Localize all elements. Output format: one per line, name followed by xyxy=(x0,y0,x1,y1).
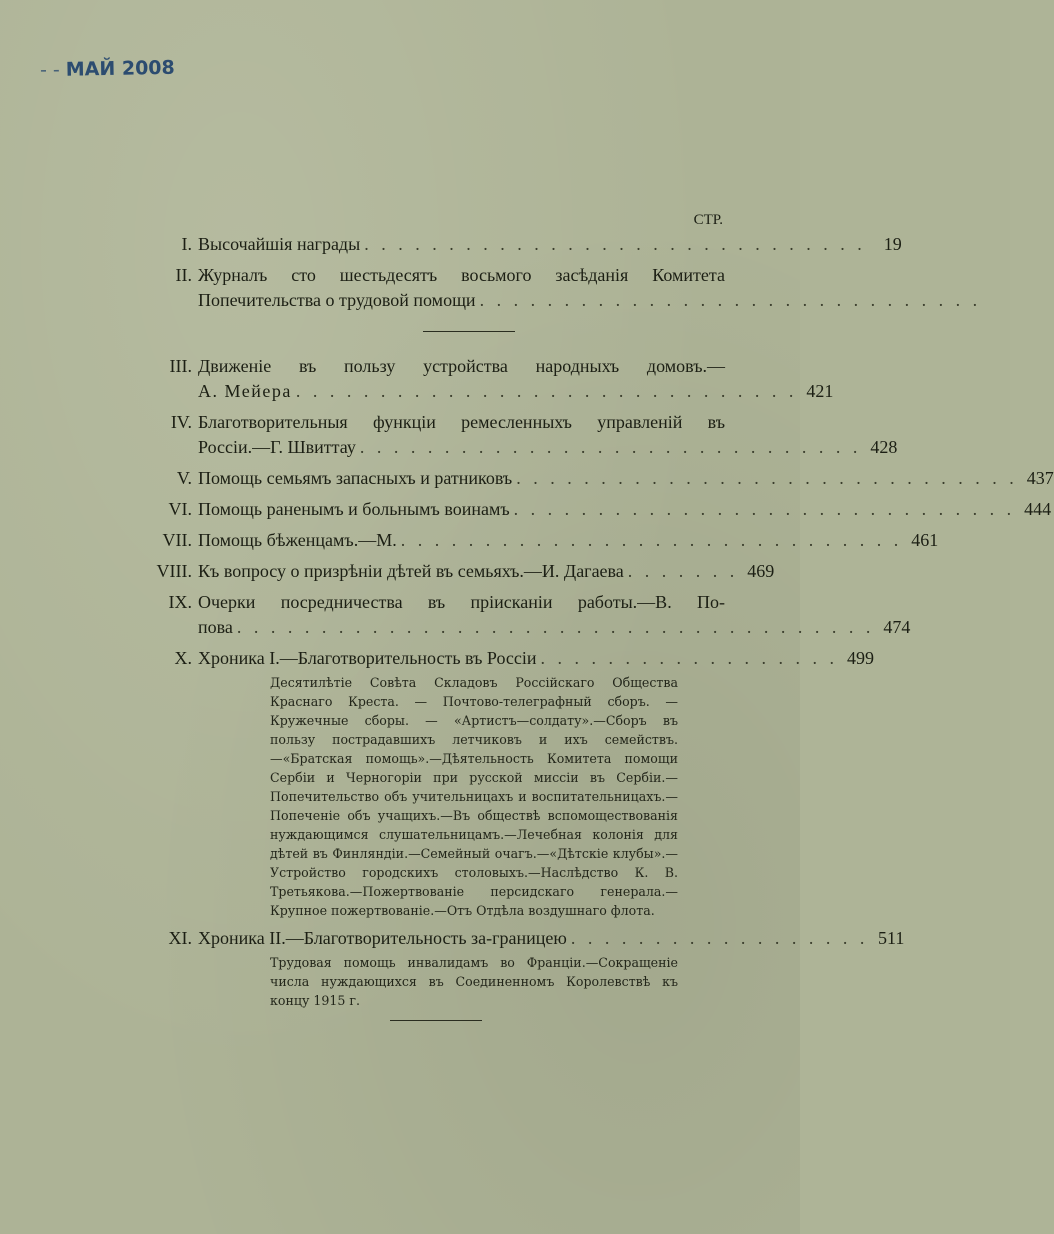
entry-description: Трудовая помощь инвалидамъ во Франціи.—Сокращеніе числа нуждающихся въ Соединенномъ Королевствѣ къ концу 1915 г. xyxy=(270,955,678,1008)
dot-leader: . . . . . . . . . . . . . . . . . . . . . . . . . . . . . . xyxy=(359,437,862,457)
entry-page: 437 xyxy=(1026,468,1054,488)
entry-number: VIII. xyxy=(156,561,192,581)
entry-title-cont: Попечительства о трудовой помощи xyxy=(198,290,476,310)
entry-title: Помощь семьямъ запасныхъ и ратниковъ xyxy=(198,468,513,488)
stamp-text: МАЙ 2008 xyxy=(65,56,175,81)
entry-description: Десятилѣтіе Совѣта Складовъ Россійскаго Общества Краснаго Креста. — Почтово-телеграфный сборъ. — Кружечные сборы. — «Артистъ—солдату».—Сборъ въ пользу пострадавшихъ летчиковъ и ихъ семействъ.—«Братская помощь».—Дѣятельность Комитета помощи Сербіи и Черногоріи при русской миссіи въ Сербіи.—Попечительство объ учительницахъ и воспитательницахъ.—Попеченіе объ учащихъ.—Въ обществѣ вспомоществованія нуждающимся слушательницамъ.—Лечебная колонія для дѣтей въ Финляндіи.—Семейный очагъ.—«Дѣтскіе клубы».—Устройство городскихъ столовыхъ.—Наслѣдство К. В. Третьякова.—Пожертвованіе персидскаго генерала.—Крупное пожертвованіе.—Отъ Отдѣла воздушнаго флота. xyxy=(270,675,678,918)
toc-entry-4 xyxy=(150,410,898,460)
dot-leader: . . . . . . . . . . . . . . . . . . . . . . . . . . . . . . xyxy=(513,499,1016,519)
toc-entry-5 xyxy=(150,466,1054,491)
dot-leader: . . . . . . . . . . . . . . . . . . . . . . . . . . . . . . xyxy=(479,290,982,310)
entry-number: IX. xyxy=(168,592,192,612)
entry-page: 461 xyxy=(911,530,939,550)
toc-entry-8 xyxy=(150,559,775,584)
dot-leader: . . . . . . . . . . . . . . . . . . . . . . . . . . . . . . xyxy=(295,381,798,401)
date-stamp xyxy=(40,57,175,81)
entry-page: 19 xyxy=(883,234,902,254)
entry-page: 428 xyxy=(870,437,898,457)
entry-title: Благотворительныя функціи ремесленныхъ управленій въ xyxy=(198,412,725,432)
entry-title-cont: Россіи.—Г. Швиттау xyxy=(198,437,356,457)
entry-page: 511 xyxy=(878,928,905,948)
entry-page: 444 xyxy=(1024,499,1052,519)
page-column-label: СТР. xyxy=(693,212,723,228)
dot-leader: . . . . . . . xyxy=(627,561,739,581)
entry-number: VII. xyxy=(162,530,192,550)
entry-title: Хроника I.—Благотворительность въ Россіи xyxy=(198,648,537,668)
entry-title-cont: А. Мейера xyxy=(198,381,292,401)
toc-entry-9 xyxy=(150,590,911,640)
entry-title: Высочайшія награды xyxy=(198,234,361,254)
toc-entry-2 xyxy=(150,263,982,313)
dot-leader: . . . . . . . . . . . . . . . . . . . . . . . . . . . . . . . . . . . . . . xyxy=(236,617,875,637)
dot-leader: . . . . . . . . . . . . . . . . . . . . . . . . . . . . . . xyxy=(400,530,903,550)
entry-number: I. xyxy=(181,234,192,254)
entry-title: Къ вопросу о призрѣніи дѣтей въ семьяхъ.—И. Дагаева xyxy=(198,561,624,581)
entry-title: Помощь раненымъ и больнымъ воинамъ xyxy=(198,499,510,519)
toc-entry-1 xyxy=(150,232,902,257)
entry-title: Помощь бѣженцамъ.—М. xyxy=(198,530,397,550)
dot-leader: . . . . . . . . . . . . . . . . . . xyxy=(540,648,839,668)
entry-number: X. xyxy=(174,648,192,668)
dot-leader: . . . . . . . . . . . . . . . . . . xyxy=(570,928,869,948)
entry-number: V. xyxy=(176,468,192,488)
entry-title: Движеніе въ пользу устройства народныхъ домовъ.— xyxy=(198,356,725,376)
entry-number: II. xyxy=(175,265,192,285)
entry-title: Очерки посредничества въ прiисканіи работы.—В. По- xyxy=(198,592,725,612)
closing-divider xyxy=(390,1020,482,1021)
entry-title-cont: пова xyxy=(198,617,233,637)
entry-number: III. xyxy=(169,356,192,376)
toc-entry-6 xyxy=(150,497,1052,522)
entry-title: Журналъ сто шестьдесятъ восьмого засѣданія Комитета xyxy=(198,265,725,285)
section-divider xyxy=(423,331,515,332)
entry-number: VI. xyxy=(168,499,192,519)
dot-leader: . . . . . . . . . . . . . . . . . . . . . . . . . . . . . . xyxy=(516,468,1018,488)
entry-page: 469 xyxy=(747,561,775,581)
entry-number: IV. xyxy=(170,412,192,432)
entry-page: 474 xyxy=(883,617,911,637)
entry-number: XI. xyxy=(168,928,192,948)
toc-entry-3 xyxy=(150,354,834,404)
toc-entry-10 xyxy=(150,646,875,920)
entry-page: 421 xyxy=(806,381,834,401)
table-of-contents xyxy=(150,212,1054,1016)
toc-entry-11 xyxy=(150,926,905,1010)
dot-leader: . . . . . . . . . . . . . . . . . . . . . . . . . . . . . . xyxy=(364,234,866,254)
entry-page: 499 xyxy=(847,648,875,668)
toc-entry-7 xyxy=(150,528,939,553)
stamp-dash: - - xyxy=(39,58,60,82)
entry-title: Хроника II.—Благотворительность за-границею xyxy=(198,928,567,948)
